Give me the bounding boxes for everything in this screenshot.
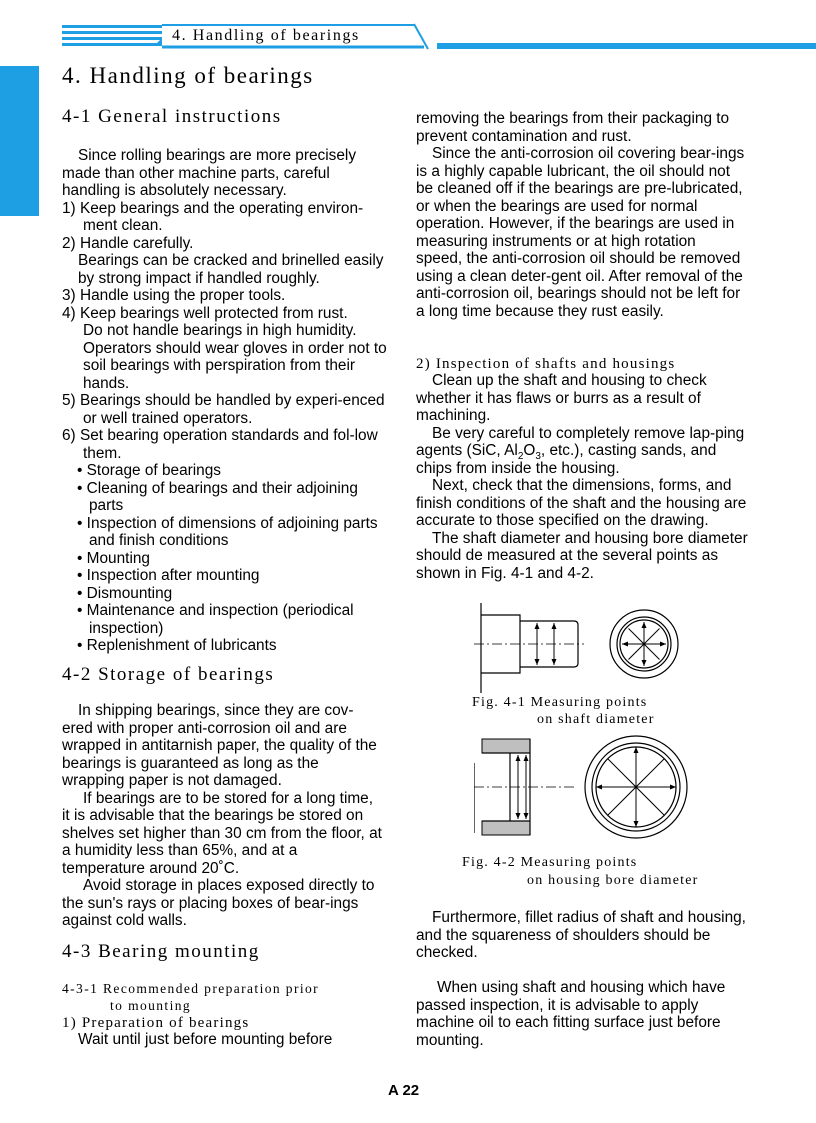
- side-tab-marker: [0, 66, 39, 216]
- list-item: 6) Set bearing operation standards and fol-low them.: [62, 427, 378, 462]
- inspection-paragraph-2: Be very careful to completely remove lap-ping agents (SiC, $Al_2O_3$, etc.), casting sands, and chips from inside the housing.: [416, 424, 745, 477]
- section-4-2-heading: 4-2 Storage of bearings: [62, 664, 275, 685]
- bullet-item: • Inspection after mounting: [77, 567, 260, 584]
- section-4-3-heading: 4-3 Bearing mounting: [62, 941, 260, 962]
- subsection-4-3-1-heading: [62, 980, 382, 1014]
- bullet-item: • Storage of bearings: [77, 462, 221, 479]
- list-item: 1) Keep bearings and the operating environ-ment clean.: [62, 199, 364, 234]
- bullet-item: • Mounting: [77, 549, 150, 567]
- inspection-body: [416, 372, 748, 582]
- figure-4-1-caption-line1: Fig. 4-1 Measuring points: [472, 695, 648, 710]
- figure-4-1-diagram: [474, 603, 684, 693]
- list-item: 4) Keep bearings well protected from rust.: [62, 304, 348, 322]
- storage-paragraph-3: Avoid storage in places exposed directly to the sun's rays or placing boxes of bear-ings against cold walls.: [62, 877, 375, 929]
- section-4-1-body: [62, 147, 392, 655]
- page-title: 4. Handling of bearings: [62, 63, 314, 88]
- inspection-paragraph-1: Clean up the shaft and housing to check whether it has flaws or burrs as a result of machining.: [416, 372, 707, 424]
- bullet-item: • Replenishment of lubricants: [77, 637, 277, 654]
- subsection-heading-line1: 4-3-1 Recommended preparation prior: [62, 981, 320, 996]
- inspection-paragraph-3: Next, check that the dimensions, forms, and finish conditions of the shaft and the housing are accurate to those specified on the drawing.: [416, 477, 747, 529]
- preparation-heading: 1) Preparation of bearings: [62, 1015, 250, 1031]
- figure-4-1-caption-line2: on shaft diameter: [537, 712, 655, 727]
- anti-corrosion-paragraph: Since the anti-corrosion oil covering bear-ings is a highly capable lubricant, the oil should not be cleaned off if the bearings are pre-lubricated, or when the bearings are used for normal operation. However, if the bearings are used in measuring instruments or at high rotation speed, the anti-corrosion oil should be removed using a clean deter-gent oil. After removal of the anti-corrosion oil, bearings should not be left for a long time because they rust easily.: [416, 145, 745, 320]
- list-item: 3) Handle using the proper tools.: [62, 287, 286, 304]
- figure-4-2-caption-line1: Fig. 4-2 Measuring points: [462, 855, 638, 870]
- figure-4-2-diagram: [474, 733, 694, 845]
- preparation-text: Wait until just before mounting before: [78, 1031, 333, 1048]
- packaging-paragraph: removing the bearings from their packaging to prevent contamination and rust.: [416, 110, 730, 145]
- bullet-item: • Dismounting: [77, 584, 173, 602]
- list-item-detail: Do not handle bearings in high humidity. Operators should wear gloves in order not to soil bearings with perspiration from their hands.: [83, 322, 387, 392]
- subsection-heading-line2: to mounting: [110, 998, 192, 1013]
- list-item-detail: Bearings can be cracked and brinelled easily by strong impact if handled roughly.: [78, 252, 384, 287]
- bullet-item: • Inspection of dimensions of adjoining parts and finish conditions: [77, 514, 378, 549]
- figure-4-2-caption-line2: on housing bore diameter: [527, 873, 699, 888]
- bullet-item: • Maintenance and inspection (periodical inspection): [77, 602, 354, 637]
- list-item: 5) Bearings should be handled by experi-enced or well trained operators.: [62, 392, 385, 427]
- section-4-2-body: [62, 702, 382, 930]
- intro-paragraph: Since rolling bearings are more precisely made than other machine parts, careful handling is absolutely necessary.: [62, 147, 357, 199]
- bullet-item: • Cleaning of bearings and their adjoining parts: [77, 479, 358, 514]
- page-number: A 22: [388, 1082, 420, 1099]
- right-column-top: [416, 110, 746, 320]
- section-4-1-heading: 4-1 General instructions: [62, 106, 282, 127]
- final-paragraph: When using shaft and housing which have passed inspection, it is advisable to apply machine oil to each fitting surface just before mounting.: [416, 979, 726, 1049]
- list-item: 2) Handle carefully.: [62, 234, 194, 252]
- inspection-heading: 2) Inspection of shafts and housings: [416, 356, 676, 372]
- header-rule: [437, 43, 816, 49]
- fillet-paragraph: Furthermore, fillet radius of shaft and housing, and the squareness of shoulders should be checked.: [416, 909, 746, 961]
- storage-paragraph-2: If bearings are to be stored for a long time, it is advisable that the bearings be stored on shelves set higher than 30 cm from the floor, at a humidity less than 65%, and at a temperature around 20˚C.: [62, 789, 382, 877]
- inspection-paragraph-4: The shaft diameter and housing bore diameter should de measured at the several points as shown in Fig. 4-1 and 4-2.: [416, 529, 748, 582]
- header-section-title: 4. Handling of bearings: [172, 27, 360, 44]
- storage-paragraph-1: In shipping bearings, since they are cov-ered with proper anti-corrosion oil and are wrapped in antitarnish paper, the quality of the bearings is guaranteed as long as the wrapping paper is not damaged.: [62, 702, 377, 789]
